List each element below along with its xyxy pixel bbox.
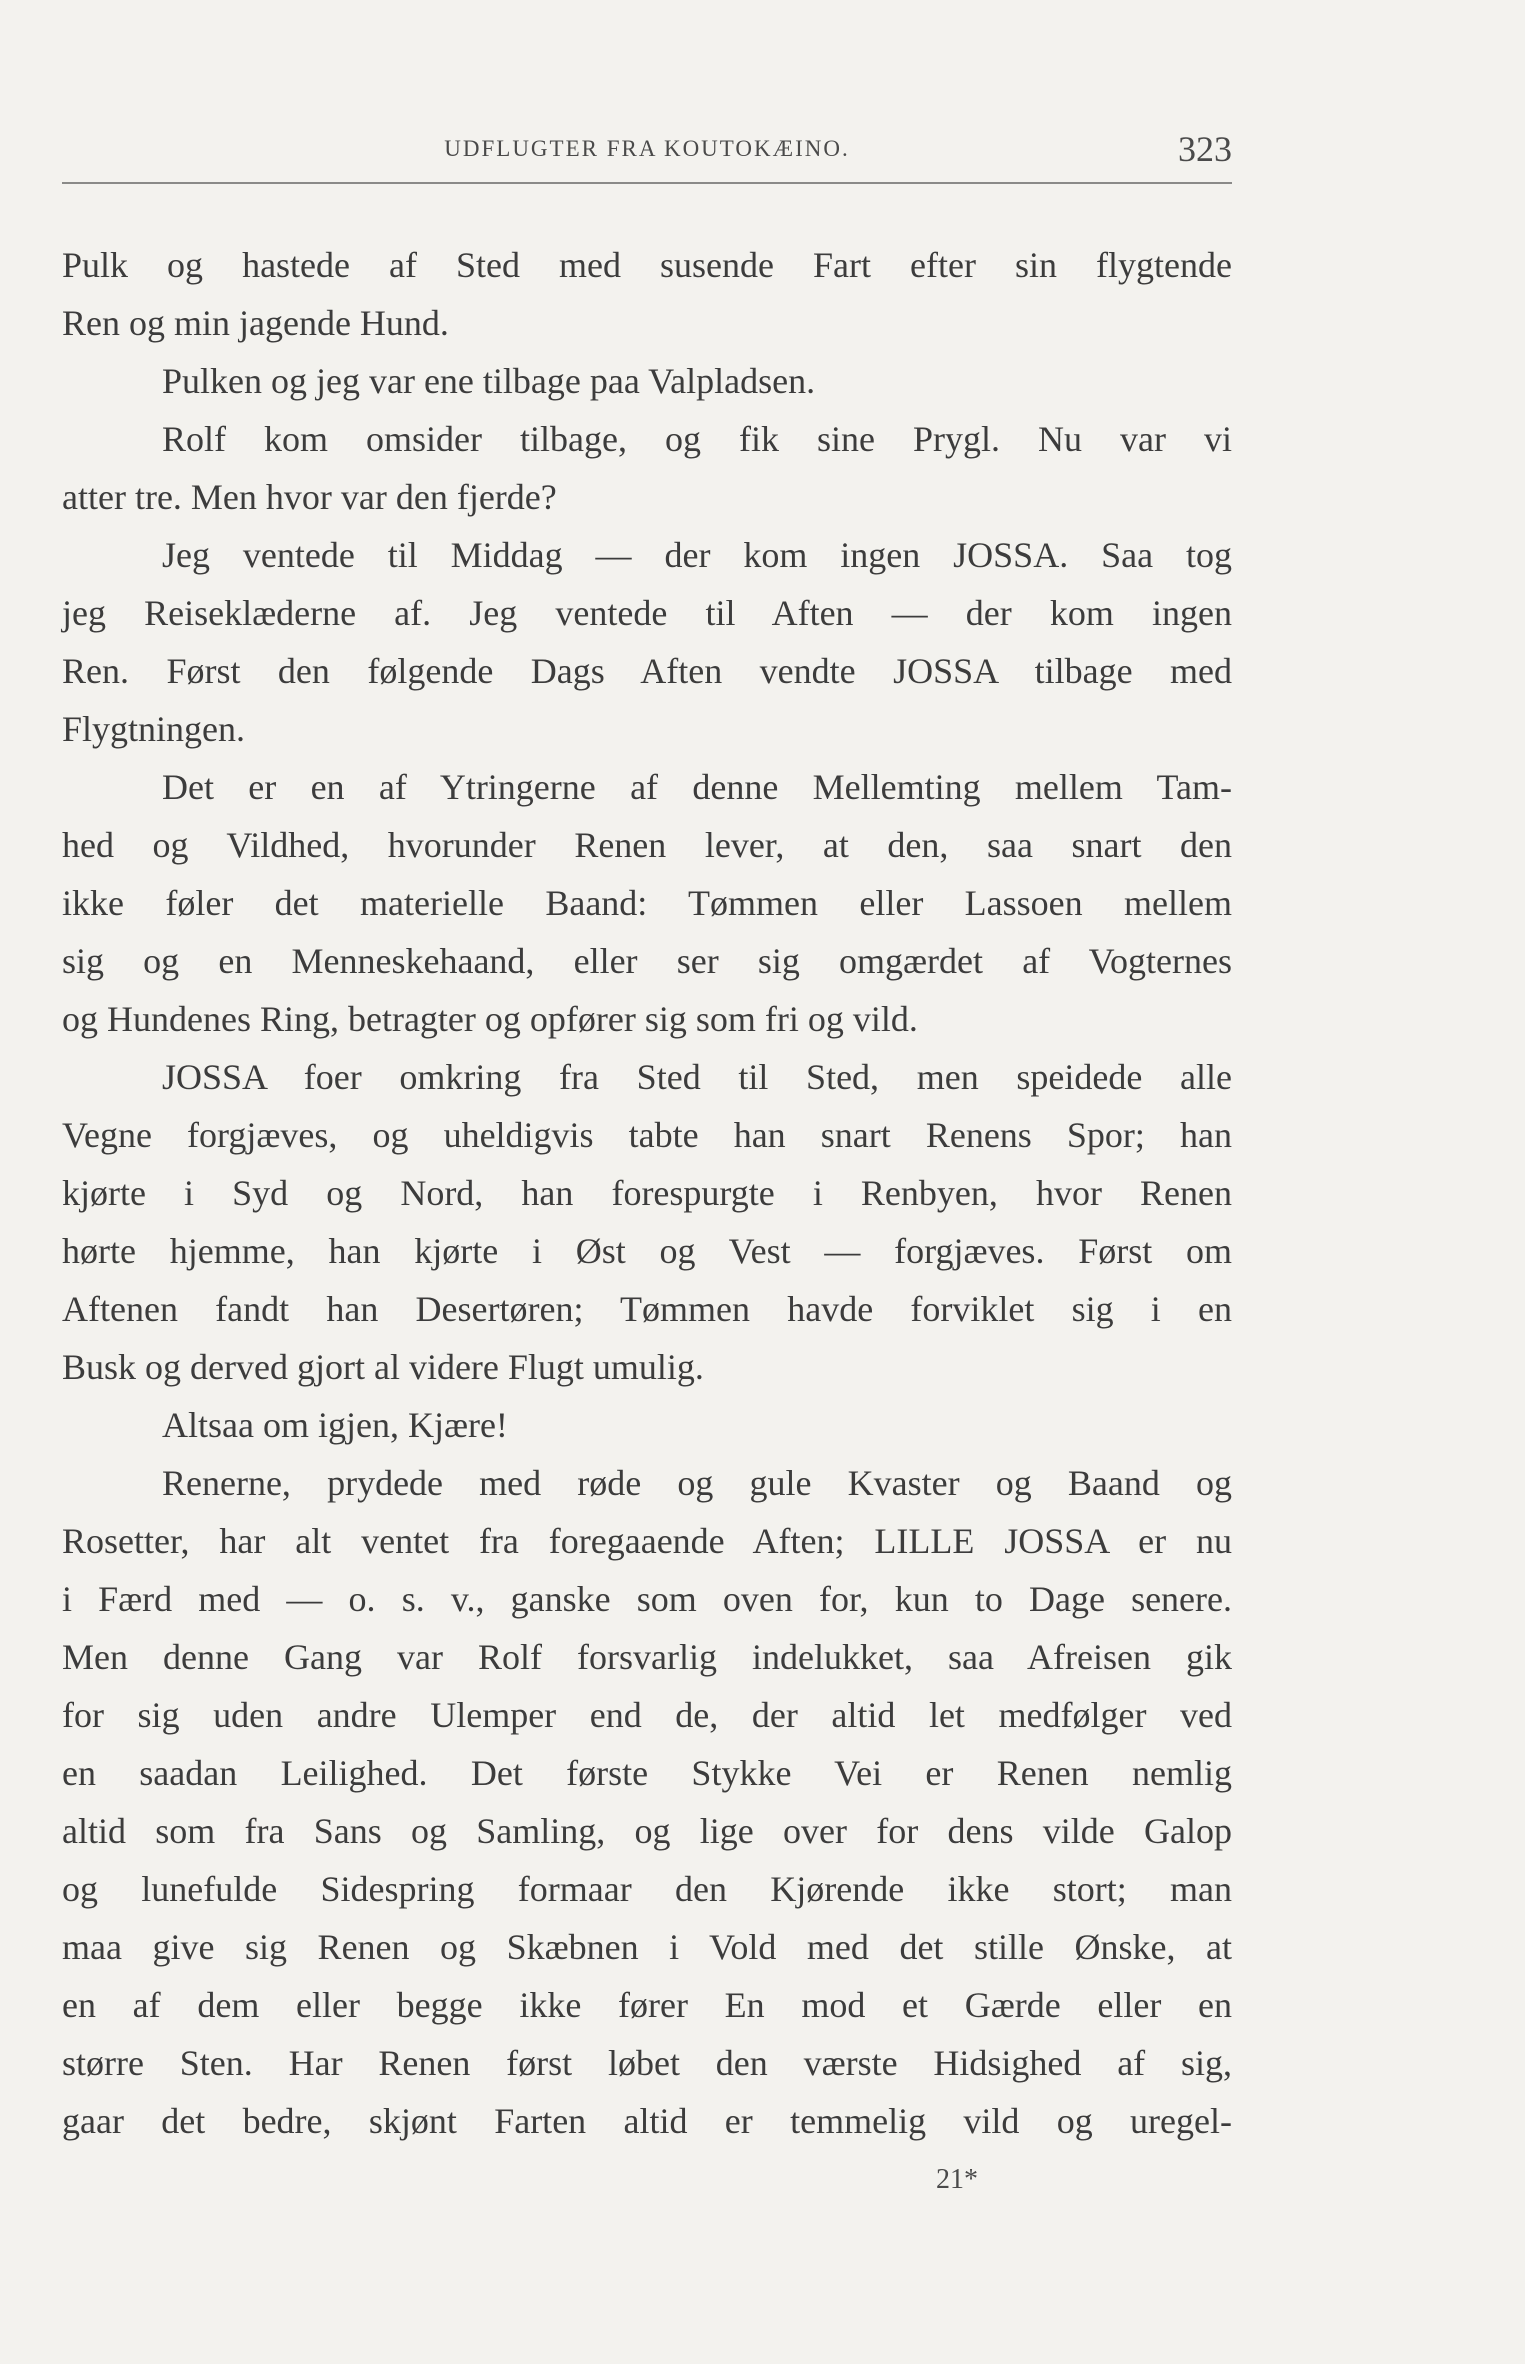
text-line: hørte hjemme, han kjørte i Øst og Vest — forgjæves. Først om: [62, 1231, 1232, 1271]
text-line: og lunefulde Sidespring formaar den Kjørende ikke stort; man: [62, 1869, 1232, 1909]
text-line: Busk og derved gjort al videre Flugt umulig.: [62, 1347, 704, 1387]
text-line: JOSSA foer omkring fra Sted til Sted, men speidede alle: [162, 1057, 1232, 1097]
text-line: Renerne, prydede med røde og gule Kvaster og Baand og: [162, 1463, 1232, 1503]
header-rule: [62, 182, 1232, 184]
text-line: hed og Vildhed, hvorunder Renen lever, at den, saa snart den: [62, 825, 1232, 865]
text-line: for sig uden andre Ulemper end de, der altid let medfølger ved: [62, 1695, 1232, 1735]
page-header: [62, 126, 1232, 174]
running-head: UDFLUGTER FRA KOUTOKÆINO.: [444, 136, 850, 161]
text-line: jeg Reiseklæderne af. Jeg ventede til Aften — der kom ingen: [62, 593, 1232, 633]
text-line: Men denne Gang var Rolf forsvarlig indelukket, saa Afreisen gik: [62, 1637, 1232, 1677]
text-line: Altsaa om igjen, Kjære!: [162, 1405, 508, 1445]
text-line: og Hundenes Ring, betragter og opfører sig som fri og vild.: [62, 999, 918, 1039]
text-line: Jeg ventede til Middag — der kom ingen JOSSA. Saa tog: [162, 535, 1232, 575]
text-line: Pulk og hastede af Sted med susende Fart efter sin flygtende: [62, 245, 1232, 285]
signature-mark: 21*: [936, 2164, 978, 2195]
text-line: en af dem eller begge ikke fører En mod et Gærde eller en: [62, 1985, 1232, 2025]
text-line: Rolf kom omsider tilbage, og fik sine Prygl. Nu var vi: [162, 419, 1232, 459]
text-line: Ren og min jagende Hund.: [62, 303, 449, 343]
text-line: atter tre. Men hvor var den fjerde?: [62, 477, 557, 517]
body-text: [62, 236, 1232, 2150]
page-number: 323: [1178, 129, 1232, 169]
text-line: gaar det bedre, skjønt Farten altid er temmelig vild og uregel-: [62, 2101, 1232, 2141]
text-line: sig og en Menneskehaand, eller ser sig omgærdet af Vogternes: [62, 941, 1232, 981]
text-line: Pulken og jeg var ene tilbage paa Valpladsen.: [162, 361, 816, 401]
text-line: Flygtningen.: [62, 709, 246, 749]
text-line: Vegne forgjæves, og uheldigvis tabte han snart Renens Spor; han: [62, 1115, 1232, 1155]
text-line: maa give sig Renen og Skæbnen i Vold med det stille Ønske, at: [62, 1927, 1232, 1967]
text-line: Aftenen fandt han Desertøren; Tømmen havde forviklet sig i en: [62, 1289, 1232, 1329]
text-line: i Færd med — o. s. v., ganske som oven for, kun to Dage senere.: [62, 1579, 1232, 1619]
text-line: Rosetter, har alt ventet fra foregaaende Aften; LILLE JOSSA er nu: [62, 1521, 1232, 1561]
text-line: kjørte i Syd og Nord, han forespurgte i Renbyen, hvor Renen: [62, 1173, 1232, 1213]
text-line: en saadan Leilighed. Det første Stykke Vei er Renen nemlig: [62, 1753, 1232, 1793]
text-line: Ren. Først den følgende Dags Aften vendte JOSSA tilbage med: [62, 651, 1232, 691]
text-line: ikke føler det materielle Baand: Tømmen eller Lassoen mellem: [62, 883, 1232, 923]
text-line: Det er en af Ytringerne af denne Mellemting mellem Tam-: [162, 767, 1232, 807]
text-line: større Sten. Har Renen først løbet den værste Hidsighed af sig,: [62, 2043, 1232, 2083]
text-line: altid som fra Sans og Samling, og lige over for dens vilde Galop: [62, 1811, 1232, 1851]
